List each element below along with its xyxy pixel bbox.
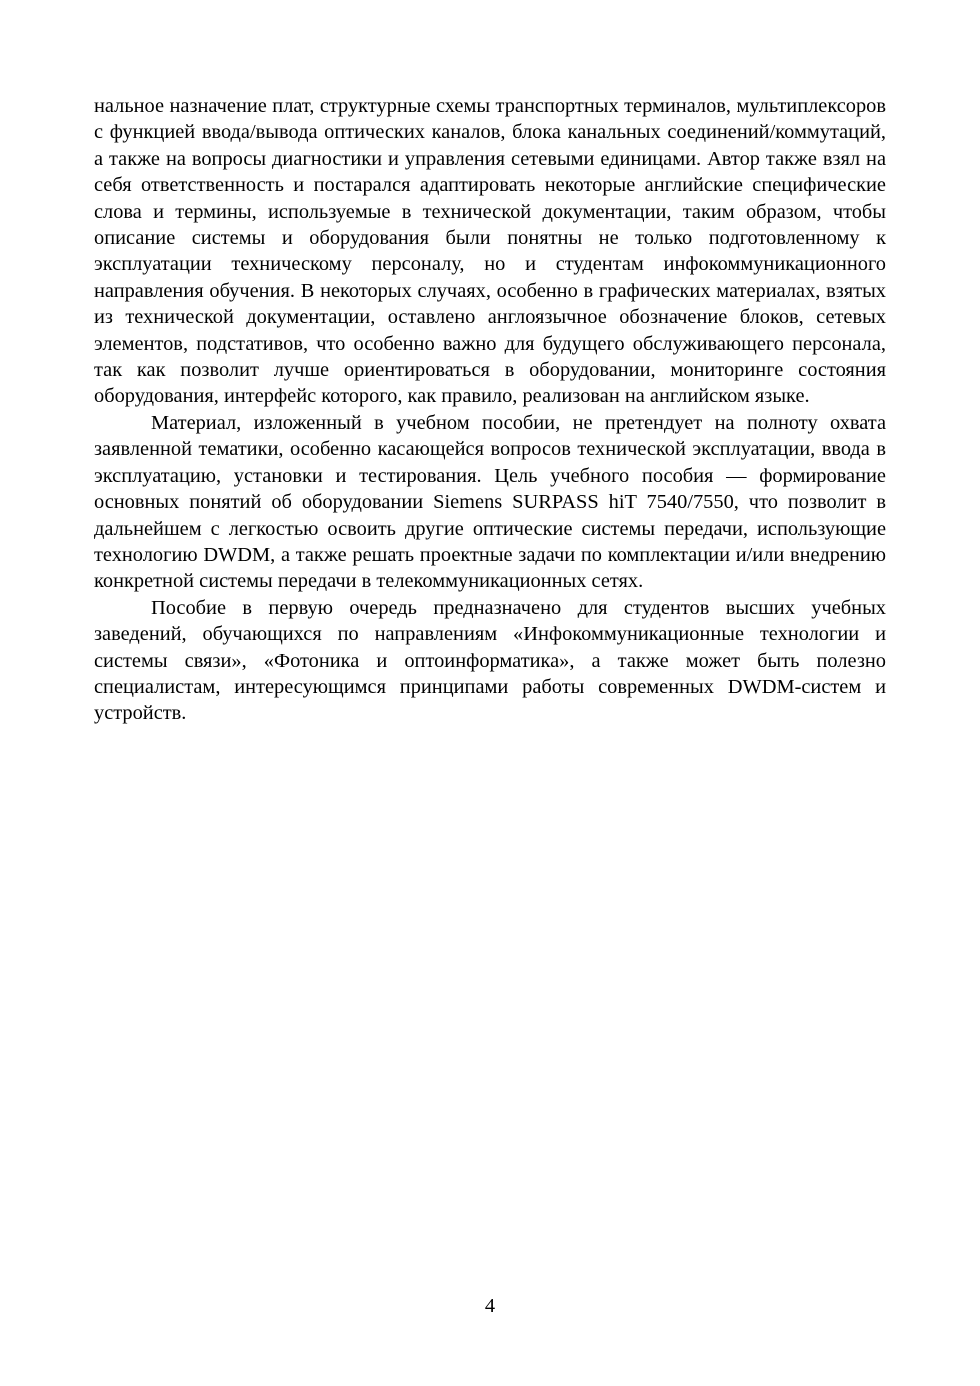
paragraph-scope: Материал, изложенный в учебном пособии, не претендует на полноту охвата заявленной тематики, особенно касающейся вопросов технической эксплуатации, ввода в эксплуатацию, установки и тестирования. Цель учебного пособия — формирование основных понятий об оборудовании Siemens SURPASS hiT 7540/7550, что позволит в дальнейшем с легкостью освоить другие оптические системы передачи, использующие технологию DWDM, а также решать проектные задачи по комплектации и/или внедрению конкретной системы передачи в телекоммуникационных сетях. xyxy=(94,411,886,593)
paragraph-continuation: нальное назначение плат, структурные схемы транспортных терминалов, мультиплексоров с функцией ввода/вывода оптических каналов, блока канальных соединений/коммутаций, а также на вопросы диагностики и управления сетевыми единицами. Автор также взял на себя ответственность и постарался адаптировать некоторые английские специфические слова и термины, используемые в технической документации, таким образом, чтобы описание системы и оборудования были понятны не только подготовленному к эксплуатации техническому персоналу, но и студентам инфокоммуникационного направления обучения. В некоторых случаях, особенно в графических материалах, взятых из технической документации, оставлено англоязычное обозначение блоков, сетевых элементов, подстативов, что особенно важно для будущего обслуживающего персонала, так как позволит лучше ориентироваться в оборудовании, мониторинге состояния оборудования, интерфейс которого, как правило, реализован на английском языке. xyxy=(94,95,886,408)
page-body xyxy=(94,93,886,727)
page-number: 4 xyxy=(484,1295,496,1317)
paragraph-audience: Пособие в первую очередь предназначено для студентов высших учебных заведений, обучающихся по направлениям «Инфокоммуникационные технологии и системы связи», «Фотоника и оптоинформатика», а также может быть полезно специалистам, интересующимся принципами работы современных DWDM-систем и устройств. xyxy=(94,596,886,725)
